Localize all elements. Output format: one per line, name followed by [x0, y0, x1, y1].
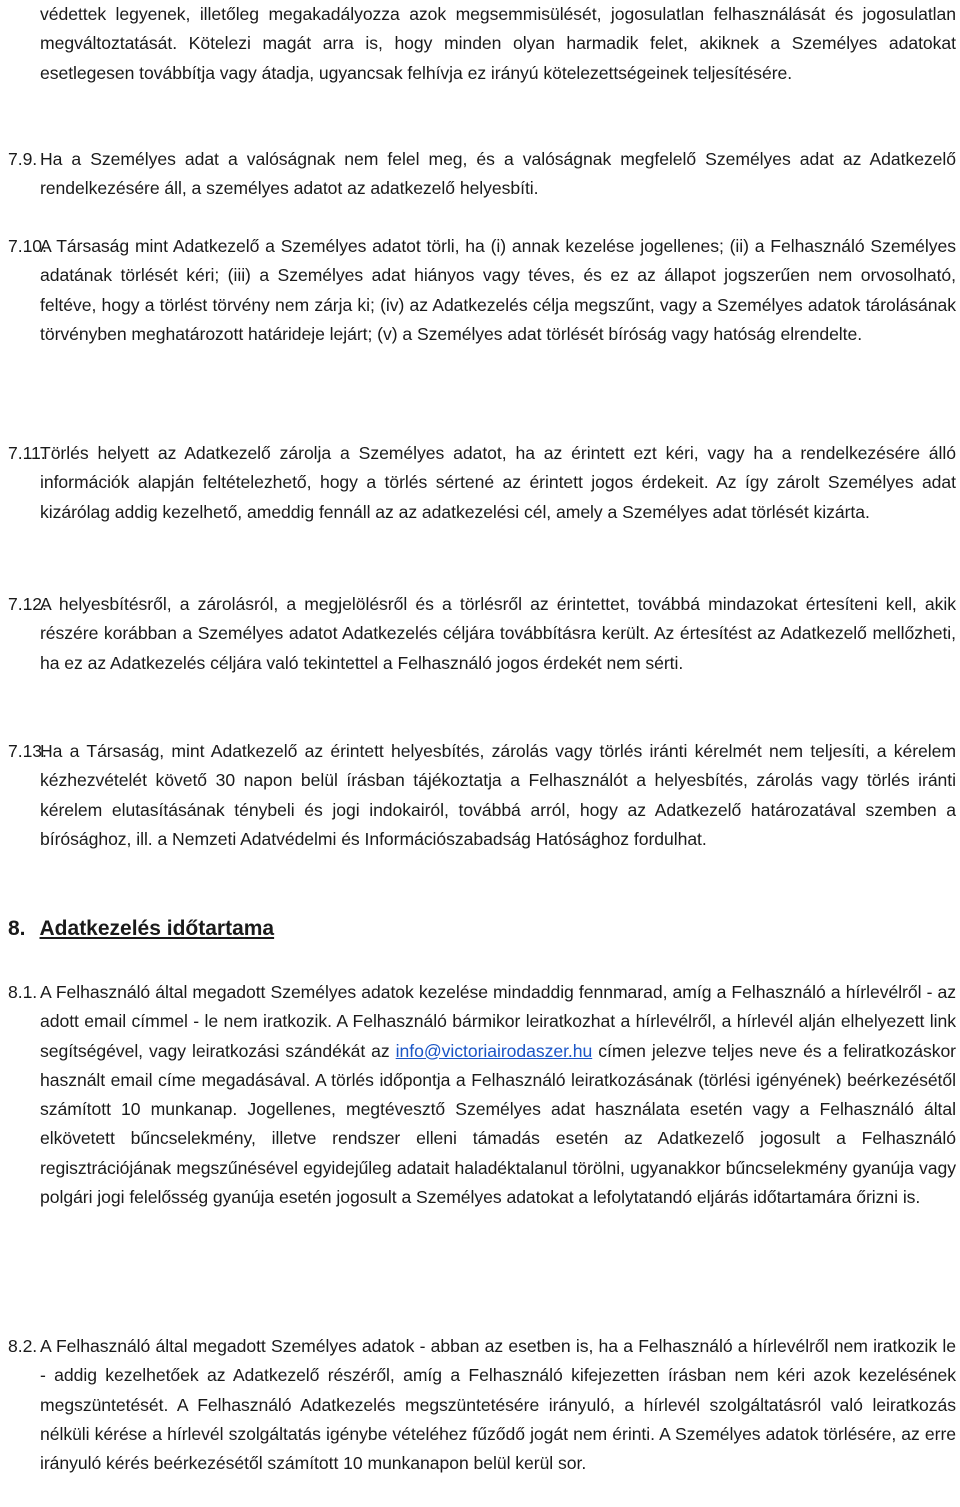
paragraph-number: 8.2.: [8, 1336, 38, 1356]
paragraph-text: Törlés helyett az Adatkezelő zárolja a Személyes adatot, ha az érintett ezt kéri, vagy ha a rendelkezésére álló információk alapján feltételezhető, hogy a törlés sértené az érintett jogos érdekeit. Az így zárolt Személyes adat kizárólag addig kezelhető, ameddig fennáll az az adatkezelési cél, amely a Személyes adat törlését kizárta.: [40, 443, 956, 522]
paragraph-text: Ha a Társaság, mint Adatkezelő az érintett helyesbítés, zárolás vagy törlés iránti kérelmét nem teljesíti, a kérelem kézhezvételét követő 30 napon belül írásban tájékoztatja a Felhasználót a helyesbítés, zárolás vagy törlés iránti kérelem elutasításának ténybeli és jogi indokairól, továbbá arról, hogy az Adatkezelő határozatával szemben a bírósághoz, ill. a Nemzeti Adatvédelmi és Információszabadság Hatósághoz fordulhat.: [40, 741, 956, 849]
paragraph-text-part: A Felhasználó által megadott Személyes adatok kezelése mindaddig fennmarad, amíg a Felhasználó a hírlevélről - az adott email címmel - le nem iratkozik. A Felhasználó bármikor leiratkozhat a hírlevélről, a hírlevél alján elhelyezett link segítségével, vagy leiratkozási szándékát az: [40, 982, 956, 1061]
paragraph-continuation: [8, 0, 956, 88]
paragraph-number: 7.10.: [8, 236, 47, 256]
paragraph-7-12: [8, 590, 956, 678]
paragraph-text: Ha a Személyes adat a valóságnak nem felel meg, és a valóságnak megfelelő Személyes adat az Adatkezelő rendelkezésére áll, a személyes adatot az adatkezelő helyesbíti.: [40, 149, 956, 199]
paragraph-number: 7.9.: [8, 149, 38, 169]
paragraph-number: 7.12.: [8, 594, 47, 614]
section-number: 8.: [8, 917, 26, 940]
paragraph-text: védettek legyenek, illetőleg megakadályozza azok megsemmisülését, jogosulatlan felhasználását és jogosulatlan megváltoztatását. Kötelezi magát arra is, hogy minden olyan harmadik felet, akiknek a Személyes adatokat esetlegesen továbbítja vagy átadja, ugyancsak felhívja ez irányú kötelezettségeinek teljesítésére.: [40, 4, 956, 83]
paragraph-8-2: [8, 1332, 956, 1478]
paragraph-7-13: [8, 737, 956, 854]
section-heading: [8, 914, 274, 944]
paragraph-text-part: címen jelezve teljes neve és a feliratkozáskor használt email címe megadásával. A törlés időpontja a Felhasználó leiratkozásának (törlési igényének) beérkezésétől számított 10 munkanap. Jogellenes, megtévesztő Személyes adat használata esetén vagy a Felhasználó által elkövetett bűncselekmény, illetve rendszer elleni támadás esetén az Adatkezelő jogosult a Felhasználó regisztrációjának megszűnésével egyidejűleg adatait haladéktalanul törölni, ugyanakkor bűncselekmény gyanúja vagy polgári jogi felelősség gyanúja esetén jogosult a Személyes adatokat a lefolytatandó eljárás időtartamára őrizni is.: [40, 1040, 956, 1208]
paragraph-number: 7.13.: [8, 741, 47, 761]
paragraph-text: A helyesbítésről, a zárolásról, a megjelölésről és a törlésről az érintettet, továbbá mindazokat értesíteni kell, akik részére korábban a Személyes adatot Adatkezelés céljára továbbításra került. Az értesítést az Adatkezelő mellőzheti, ha ez az Adatkezelés céljára való tekintettel a Felhasználó jogos érdekét nem sérti.: [40, 594, 956, 673]
paragraph-text: A Felhasználó által megadott Személyes adatok - abban az esetben is, ha a Felhasználó a hírlevélről nem iratkozik le - addig kezelhetőek az Adatkezelő részéről, amíg a Felhasználó kifejezetten írásban nem kéri azok kezelésének megszüntetését. A Felhasználó Adatkezelés megszüntetésére irányuló, a hírlevél szolgáltatásról való leiratkozás nélküli kérése a hírlevél szolgáltatás igénybe vételéhez fűződő jogát nem érinti. A Személyes adatok törlésére, az erre irányuló kérés beérkezésétől számított 10 munkanapon belül kerül sor.: [40, 1336, 956, 1474]
paragraph-8-1: [8, 978, 956, 1212]
paragraph-number: 7.11.: [8, 443, 46, 463]
paragraph-7-11: [8, 439, 956, 527]
paragraph-7-9: [8, 145, 956, 204]
paragraph-7-10: [8, 232, 956, 349]
paragraph-text: A Társaság mint Adatkezelő a Személyes adatot törli, ha (i) annak kezelése jogellenes; (ii) a Felhasználó Személyes adatának törlését kéri; (iii) a Személyes adat hiányos vagy téves, és ez az állapot jogszerűen nem orvosolható, feltéve, hogy a törlést törvény nem zárja ki; (iv) az Adatkezelés célja megszűnt, vagy a Személyes adatok tárolásának törvényben meghatározott határideje lejárt; (v) a Személyes adat törlését bíróság vagy hatóság elrendelte.: [40, 236, 956, 344]
paragraph-text: [40, 978, 956, 1212]
email-link[interactable]: info@victoriairodaszer.hu: [395, 1040, 593, 1061]
paragraph-number: 8.1.: [8, 982, 38, 1002]
section-title: Adatkezelés időtartama: [39, 917, 275, 940]
